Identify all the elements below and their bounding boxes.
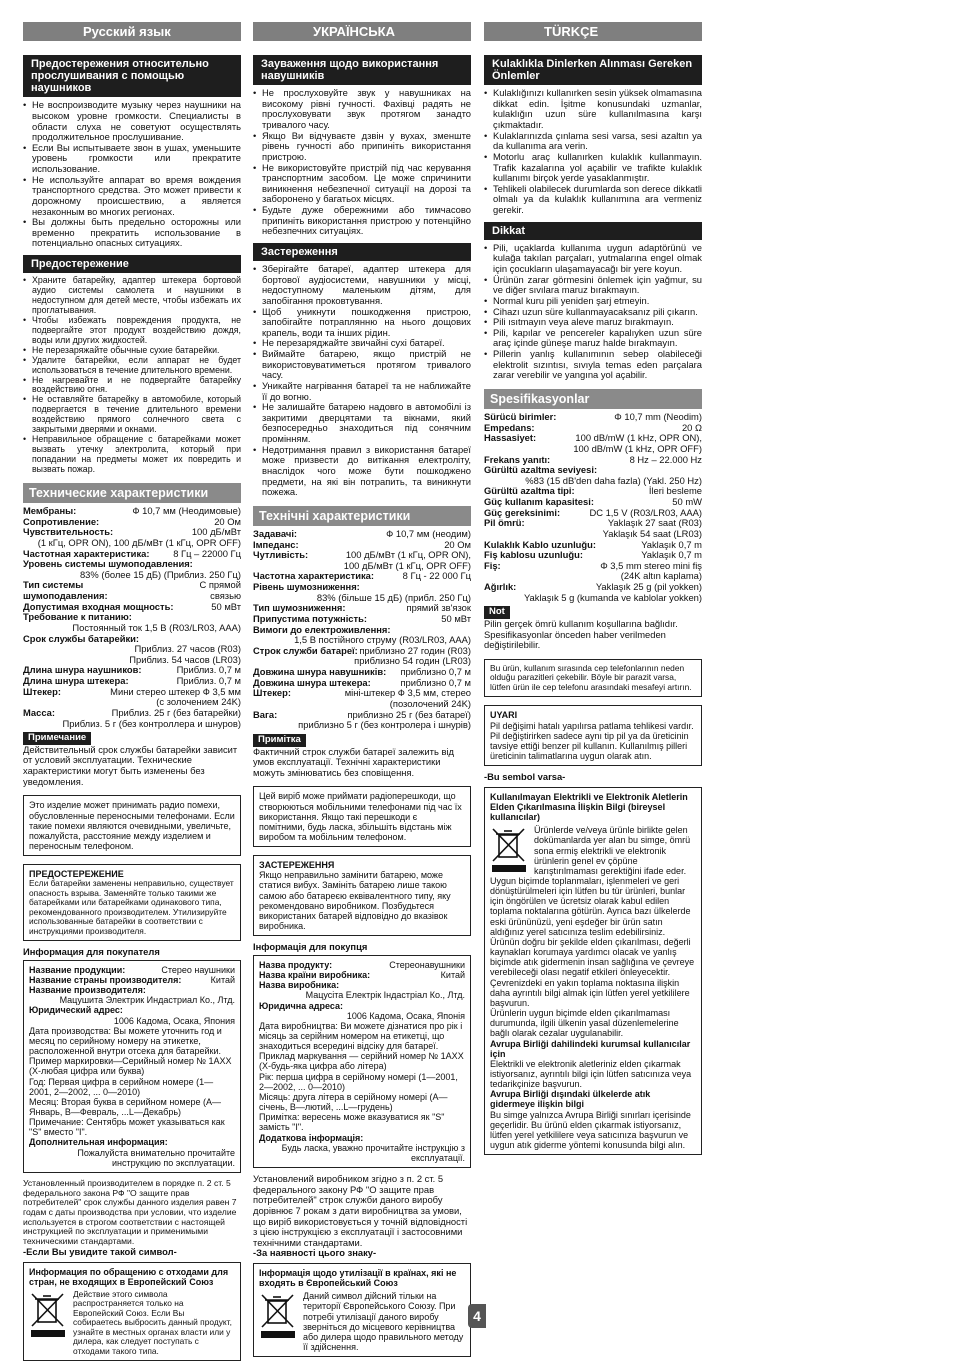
list-item: • Щоб уникнути пошкодження пристрою, запобігайте потраплянню на нього дощових крапель, води та інших рідин. <box>253 307 471 339</box>
spec-value: Китай <box>441 970 465 980</box>
spec-value: Приблиз. 25 г (без батарейки) <box>112 708 241 719</box>
list-item: • Kulaklarınızda çınlama sesi varsa, sesi azaltın ya da kullanıma ara verin. <box>484 131 702 152</box>
spec-value: Yaklaşık 54 saat (LR03) <box>603 529 702 540</box>
list-item: • Kulaklığınızı kullanırken sesin yüksek olmamasına dikkat edin. İşitme konusundaki uzmanlar, kulaklığın uzun süre kullanılmasına karşı çıkmaktadır. <box>484 88 702 131</box>
radio-interference-box <box>253 786 471 847</box>
spec-value: Yaklaşık 5 g (kumanda ve kablolar yokken) <box>524 593 702 604</box>
buyer-september: Примітка: вересень може вказуватися як "S" замість "I". <box>259 1112 465 1132</box>
crossed-bin-icon <box>490 825 528 876</box>
weee-row <box>490 825 696 876</box>
list-item: • Якщо Ви відчуваєте дзвін у вухах, зменште рівень гучності або припиніть використання пристрою. <box>253 131 471 163</box>
spec-row <box>29 995 235 1005</box>
spec-value: 100 dB/mW (1 kHz, OPR OFF) <box>573 444 702 455</box>
note-text: Pilin gerçek ömrü kullanım koşullarına bağlıdır. Spesifikasyonlar önceden haber verilmeden değiştirilebilir. <box>484 619 702 651</box>
list-item: • Храните батарейку, адаптер штекера бортовой аудио системы самолета и наушники в недоступном для детей месте, чтобы избежать их проглатывания. <box>23 276 241 316</box>
spec-label: Gürültü azaltma tipi: <box>484 486 575 497</box>
spec-row <box>253 720 471 731</box>
list-item: • Pili, uçaklarda kullanıma uygun adaptörünü ve kulağa takılan parçaları, yutmalarına engel olmak için çocukların ulaşamayacağı bir yere koyun. <box>484 243 702 275</box>
spec-value: (с золочением 24K) <box>156 697 241 708</box>
headphones-list <box>23 100 241 249</box>
weee-box <box>484 787 702 1155</box>
column-ukrainian <box>253 22 471 1357</box>
spec-value: міні-штекер Ф 3,5 мм, стерео <box>345 688 471 699</box>
caution-list <box>253 264 471 498</box>
spec-label: Назва країни виробника: <box>259 970 370 980</box>
list-item: • Tehlikeli olabilecek durumlarda son derece dikkatli olmalı ya da kulaklık kullanımına ara vermeniz gerekir. <box>484 184 702 216</box>
spec-value: Китай <box>211 975 235 985</box>
buyer-month: Месяц: Вторая буква в серийном номере (А—Январь, В—Февраль, ...L—Декабрь) <box>29 1097 235 1117</box>
buyer-additional-text: Пожалуйста внимательно прочитайте инструкцию по эксплуатации. <box>29 1148 235 1168</box>
caution-list <box>23 276 241 475</box>
spec-row <box>23 708 241 719</box>
list-item: • Чтобы избежать повреждения продукта, не подвергайте этот продукт воздействию дождя, воды или других жидкостей. <box>23 316 241 346</box>
spec-label: Припустима потужність: <box>253 614 367 625</box>
list-item: • Если Вы испытываете звон в ушах, уменьшите уровень громкости или прекратите использование. <box>23 143 241 175</box>
battery-warning-text: Если батарейки заменены неправильно, существует опасность взрыва. Заменяйте только такими же батарейками или батарейками одинакового типа, рекомендованного производителем. Утилизируйте использованные батарейки в соответствии с инструкциями производителя. <box>29 879 235 936</box>
note-text: Фактичний строк служби батареї залежить від умов експлуатації. Технічні характеристики можуть змінюватись без сповіщення. <box>253 747 471 779</box>
buyer-date: Дата производства: Вы можете уточнить год и месяц по серийному номеру на этикетке, расположенной внутри отсека для батарейки. <box>29 1026 235 1056</box>
note-text: Действительный срок службы батарейки зависит от условий эксплуатации. Технические характеристики могут быть изменены без уведомления. <box>23 745 241 788</box>
list-item: • Удалите батарейки, если аппарат не будет использоваться в течение длительного времени. <box>23 356 241 376</box>
non-eu-title: Avrupa Birliği dışındaki ülkelerde atık gidermeye ilişkin bilgi <box>490 1089 696 1109</box>
weee-text: Даний символ дійсний тільки на території Європейського Союзу. При потребі утилізації даного виробу зверніться до місцевого керівництва або дилера щодо правильного методу її здійснення. <box>303 1291 465 1352</box>
spec-value: приблизно 54 годин (LR03) <box>354 656 471 667</box>
spec-label: Güç gereksinimi: <box>484 508 560 519</box>
spec-value: 100 дБ/мВт (1 кГц, OPR OFF) <box>344 561 471 572</box>
spec-label: Длина шнура штекера: <box>23 676 129 687</box>
section-heading-caution: Предостережение <box>23 255 241 273</box>
section-heading-caution: Застереження <box>253 243 471 261</box>
spec-label: Fiş kablosu uzunluğu: <box>484 550 583 561</box>
spec-label: Чутливість: <box>253 550 308 561</box>
spec-value: приблизно 27 годин (R03) <box>359 646 471 657</box>
spec-label: Название производителя: <box>29 985 146 995</box>
spec-value: Приблиз. 54 часов (LR03) <box>129 655 241 666</box>
spec-row <box>29 985 235 995</box>
list-item: • Виймайте батарею, якщо пристрій не використовуватиметься протягом тривалого часу. <box>253 349 471 381</box>
spec-row <box>259 960 465 970</box>
section-heading-headphones: Зауваження щодо використання навушників <box>253 55 471 85</box>
spec-row <box>29 1005 235 1015</box>
list-item: • Cihazı uzun süre kullanmayacaksanız pili çıkarın. <box>484 307 702 318</box>
list-item: • Не залишайте батарею надовго в автомобілі із закритими дверцятами та вікнами, який безпосередньо знаходиться під сонячним промінням. <box>253 402 471 445</box>
battery-warning-box <box>253 855 471 936</box>
list-item: • Ürünün zarar görmesini önlemek için yağmur, su ve diğer sıvılara maruz bırakmayın. <box>484 275 702 296</box>
radio-interference-text: Bu ürün, kullanım sırasında cep telefonlarının neden olduğu parazitleri çekebilir. Böyle bir parazit varsa, lütfen ürün ile cep telefonu arasındaki mesafeyi artırın. <box>490 664 696 692</box>
spec-label: Ağırlık: <box>484 582 516 593</box>
spec-label: Empedans: <box>484 423 535 434</box>
spec-row <box>259 1011 465 1021</box>
spec-value: приблизно 0,7 м <box>400 667 471 678</box>
spec-value: 50 мВт <box>441 614 471 625</box>
weee-box <box>253 1263 471 1357</box>
weee-title: Информация по обращению с отходами для стран, не входящих в Европейский Союз <box>29 1267 235 1287</box>
section-heading-caution: Dikkat <box>484 222 702 240</box>
note-tag: Примечание <box>23 732 91 745</box>
spec-label: Gürültü azaltma seviyesi: <box>484 465 597 476</box>
spec-row <box>29 965 235 975</box>
list-item: • Normal kuru pili yeniden şarj etmeyin. <box>484 296 702 307</box>
spec-value: С прямой связью <box>167 580 241 601</box>
battery-warning-box <box>484 705 702 766</box>
buyer-date: Дата виробництва: Ви можете дізнатися про рік і місяць за серійним номером на етикетці, що знаходиться всередині відсіку для батареї. <box>259 1021 465 1051</box>
spec-value: Стерео наушники <box>161 965 235 975</box>
battery-warning-title: ПРЕДОСТЕРЕЖЕНИЕ <box>29 869 235 879</box>
list-item: • Неправильное обращение с батарейками может вызвать утечку электролита, который при попадании на предметы может их повредить и вызвать пожар. <box>23 435 241 475</box>
spec-label: Срок службы батарейки: <box>23 634 139 645</box>
spec-value: 1,5 В постійного струму (R03/LR03, AAA) <box>294 635 471 646</box>
spec-value: Ф 10,7 мм (неодим) <box>386 529 471 540</box>
radio-interference-text: Цей виріб може приймати радіоперешкоди, що створюються мобільними телефонами під час їх використання. Якщо такі перешкоди є помітними, будь ласка, збільшіть відстань між виробом та мобільним телефоном. <box>259 791 465 842</box>
crossed-bin-icon <box>259 1291 297 1352</box>
spec-value: Yaklaşık 25 g (pil yokken) <box>596 582 702 593</box>
language-banner: УКРАЇНСЬКА <box>253 22 471 41</box>
spec-label: Pil ömrü: <box>484 518 525 529</box>
specs-table <box>23 506 241 729</box>
service-life-text: Установлений виробником згідно з п. 2 ст. 5 федерального закону РФ "О защите прав потребителей" строк служби даного виробу дорівнює 7 рокам з дати виробництва за умови, що виріб використовується у точній відповідності з цією інструкцією з експлуатації і застосовними технічними стандартами. <box>253 1174 471 1248</box>
buyer-year: Рік: перша цифра в серійному номері (1—2001, 2—2002, ... 0—2010) <box>259 1072 465 1092</box>
list-item: • Не використовуйте пристрій під час керування транспортним засобом. Це може спричинити виникнення небезпечної ситуації на дорозі та заборонено у багатьох місцях. <box>253 163 471 206</box>
buyer-additional-title: Додаткова інформація: <box>259 1133 465 1143</box>
spec-label: Frekans yanıtı: <box>484 455 550 466</box>
spec-row <box>259 990 465 1000</box>
section-heading-headphones: Kulaklıkla Dinlerken Alınması Gereken Önlemler <box>484 55 702 85</box>
spec-value: (1 кГц, OPR ON), 100 дБ/мВт (1 кГц, OPR OFF) <box>38 538 241 549</box>
spec-label: Задавачі: <box>253 529 297 540</box>
spec-row <box>253 614 471 625</box>
buyer-info-table <box>259 960 465 1021</box>
buyer-month: Місяць: друга літера в серійному номері (А—січень, В—лютий, ...L—грудень) <box>259 1092 465 1112</box>
buyer-year: Год: Первая цифра в серийном номере (1—2001, 2—2002, ... 0—2010) <box>29 1077 235 1097</box>
spec-value: 8 Гц - 22 000 Гц <box>403 571 471 582</box>
battery-warning-text: Pil değişimi hatalı yapılırsa patlama tehlikesi vardır. Pil değiştirirken sadece aynı tip pil ya da üreticinin tavsiye ettiği benzer pil kullanın. Kullanılmış pilleri üreticinin talimatlarına uygun olarak atın. <box>490 721 696 762</box>
list-item: • Недотримання правил з використання батареї може призвести до витікання електроліту, внаслідок чого може бути пошкоджено предмети, на які він потрапить, та виникнути пожежа. <box>253 445 471 498</box>
buyer-info-box <box>23 960 241 1173</box>
list-item: • Pili ısıtmayın veya aleve maruz bırakmayın. <box>484 317 702 328</box>
battery-warning-title: ЗАСТЕРЕЖЕННЯ <box>259 860 465 870</box>
spec-value: Φ 3,5 mm stereo mini fiş <box>600 561 702 572</box>
spec-label: Длина шнура наушников: <box>23 665 142 676</box>
weee-row <box>259 1291 465 1352</box>
spec-value: 50 mW <box>672 497 702 508</box>
caution-list <box>484 243 702 381</box>
spec-label: Вимоги до електроживлення: <box>253 625 391 636</box>
spec-label: Допустимая входная мощность: <box>23 602 173 613</box>
spec-label: Частотная характеристика: <box>23 549 149 560</box>
spec-label: Частотна характеристика: <box>253 571 374 582</box>
spec-value: Приблиз. 0,7 м <box>177 665 241 676</box>
weee-title: Інформація щодо утилізації в країнах, які не входять в Європейський Союз <box>259 1268 465 1288</box>
spec-label: Чувствительность: <box>23 527 113 538</box>
section-heading-headphones: Предостережения относительно прослушивания с помощью наушников <box>23 55 241 97</box>
eu-business-title: Avrupa Birliği dahilindeki kurumsal kullanıcılar için <box>490 1039 696 1059</box>
spec-label: Штекер: <box>253 688 291 699</box>
crossed-bin-icon <box>29 1290 67 1356</box>
spec-row <box>23 623 241 634</box>
symbol-line: -Если Вы увидите такой символ- <box>23 1247 241 1258</box>
weee-paragraph-2: Ürünün doğru bir şekilde elden çıkarılması, değerli kaynakları korumaya yardımcı olacak ve yanlış biçimde atık gidermenin insan sağlığına ve çevreye verebileceği olası negatif etkileri önleyecektir. Çevrenizdeki en yakın toplama noktasına ilişkin daha ayrıntılı bilgi almak için lütfen yerel yetkililere başvurun. <box>490 937 696 1008</box>
radio-interference-box <box>23 795 241 856</box>
list-item: • Не перезаряжайте обычные сухие батарейки. <box>23 346 241 356</box>
spec-row <box>29 975 235 985</box>
spec-value: 100 дБ/мВт <box>192 527 241 538</box>
weee-paragraph-3: Ürünlerin uygun biçimde elden çıkarılmaması durumunda, ilgili ülkenin yasal düzenlemelerine bağlı olarak cezalar uygulanabilir. <box>490 1008 696 1038</box>
spec-value: Приблиз. 0,7 м <box>177 676 241 687</box>
spec-row <box>259 1001 465 1011</box>
spec-label: Тип системы шумоподавления: <box>23 580 167 601</box>
spec-label: Hassasiyet: <box>484 433 536 444</box>
spec-label: Вага: <box>253 710 277 721</box>
spec-value: прямий зв'язок <box>407 603 471 614</box>
specs-table <box>484 412 702 603</box>
weee-text: Действие этого символа распространяется только на Европейский Союз. Если Вы собираетесь выбросить данный продукт, узнайте в местных органах власти или у дилера, как следует поступать с отходами такого типа. <box>73 1290 235 1356</box>
spec-value: (24K altın kaplama) <box>621 571 702 582</box>
spec-row <box>253 529 471 540</box>
spec-label: Довжина шнура штекера: <box>253 678 371 689</box>
buyer-info-title: Информация для покупателя <box>23 947 241 958</box>
spec-value: Мацушита Электрик Индастриал Ко., Лтд. <box>60 995 235 1005</box>
spec-value: 100 дБ/мВт (1 кГц, OPR ON), <box>346 550 471 561</box>
spec-label: Название продукции: <box>29 965 125 975</box>
list-item: • Motorlu araç kullanırken kulaklık kullanmayın. Trafik kazalarına yol açabilir ve trafikte kulaklık kullanımı birçok yerde yasaklanmıştır. <box>484 152 702 184</box>
spec-value: Φ 10,7 mm (Neodim) <box>614 412 702 423</box>
list-item: • Не оставляйте батарейку в автомобиле, который подвергается в течение длительного времени воздействию прямого солнечного света с закрытыми дверями и окнами. <box>23 395 241 435</box>
spec-value: приблизно 0,7 м <box>400 678 471 689</box>
buyer-info-table <box>29 965 235 1026</box>
spec-label: Мембраны: <box>23 506 76 517</box>
spec-value: 50 мВт <box>211 602 241 613</box>
spec-row <box>484 593 702 604</box>
spec-value: Мацусіта Електрік Індастріал Ко., Лтд. <box>306 990 465 1000</box>
spec-label: Строк служби батареї: <box>253 646 358 657</box>
column-russian <box>23 22 241 1361</box>
spec-label: Назва виробника: <box>259 980 339 990</box>
spec-row <box>23 538 241 549</box>
list-item: • Будьте дуже обережними або тимчасово припиніть використання пристрою у потенційно небезпечних ситуаціях. <box>253 205 471 237</box>
list-item: • Зберігайте батареї, адаптер штекера для бортової аудіосистеми, навушники у місці, недоступному маленьким дітям, для запобігання проковтування. <box>253 264 471 307</box>
spec-value: 8 Гц – 22000 Гц <box>173 549 241 560</box>
spec-value: Приблиз. 5 г (без контроллера и шнуров) <box>63 719 241 730</box>
spec-value: приблизно 25 г (без батареї) <box>347 710 471 721</box>
buyer-additional-title: Дополнительная информация: <box>29 1137 235 1147</box>
spec-row <box>484 444 702 455</box>
spec-label: Sürücü birimler: <box>484 412 556 423</box>
spec-label: Юридический адрес: <box>29 1005 123 1015</box>
weee-row <box>29 1290 235 1356</box>
service-life-text: Установленный производителем в порядке п. 2 ст. 5 федерального закона РФ "О защите прав потребителей" срок службы данного изделия равен 7 годам с даты производства при условии, что изделие используется в строгом соответствии с настоящей инструкцией по эксплуатации и применимыми техническими стандартами. <box>23 1179 241 1247</box>
spec-row <box>259 980 465 990</box>
list-item: • Pillerin yanlış kullanımının sebep olabileceği elektrolit sızıntısı, sıvıyla temas eden parçalara zarar verebilir ve yangına yol açabilir. <box>484 349 702 381</box>
symbol-line: -Bu sembol varsa- <box>484 772 702 783</box>
radio-interference-box <box>484 659 702 697</box>
battery-warning-text: Якщо неправильно замінити батарею, може статися вибух. Замініть батарею лише такою самою або батареєю еквівалентного типу, яку рекомендовано виробником. Позбудьтеся використаних батарей відповідно до вказівок виробника. <box>259 870 465 931</box>
spec-value: İleri besleme <box>649 486 702 497</box>
spec-value: 1006 Кадома, Осака, Япония <box>114 1016 235 1026</box>
spec-label: Kulaklık Kablo uzunluğu: <box>484 540 596 551</box>
column-turkish <box>484 22 702 1155</box>
spec-value: %83 (15 dB'den daha fazla) (Yakl. 250 Hz) <box>525 476 702 487</box>
list-item: • Pili, kapılar ve pencereler kapalıyken uzun süre araç içinde güneşe maruz halde bırakmayın. <box>484 328 702 349</box>
spec-label: Güç kullanım kapasitesi: <box>484 497 594 508</box>
language-banner: TÜRKÇE <box>484 22 702 41</box>
spec-label: Уровень системы шумоподавления: <box>23 559 193 570</box>
buyer-example: Приклад маркування — серійний номер № 1AXX (X-будь-яка цифра або літера) <box>259 1051 465 1071</box>
headphones-list <box>253 88 471 237</box>
spec-value: 20 Ом <box>444 540 471 551</box>
spec-label: Імпеданс: <box>253 540 299 551</box>
spec-value: Ф 10,7 мм (Неодимовые) <box>132 506 241 517</box>
list-item: • Не перезаряджайте звичайні сухі батареї. <box>253 338 471 349</box>
spec-value: 20 Ом <box>214 517 241 528</box>
spec-row <box>29 1016 235 1026</box>
spec-row <box>484 529 702 540</box>
spec-value: DC 1,5 V (R03/LR03, AAA) <box>589 508 702 519</box>
radio-interference-text: Это изделие может принимать радио помехи, обусловленные переносными телефонами. Если такие помехи являются очевидными, увеличьте, пожалуйста, расстояние между изделием и переносным телефоном. <box>29 800 235 851</box>
eu-business-text: Elektrikli ve elektronik aletleriniz elden çıkarmak istiyorsanız, ayrıntılı bilgi için lütfen satıcınıza veya tedarikçinize başvurun. <box>490 1059 696 1089</box>
spec-value: 20 Ω <box>682 423 702 434</box>
language-banner: Русский язык <box>23 22 241 41</box>
buyer-example: Пример маркировки—Серийный номер № 1AXX (X-любая цифра или буква) <box>29 1056 235 1076</box>
spec-value: 83% (більше 15 дБ) (прибл. 250 Гц) <box>317 593 471 604</box>
buyer-info-box <box>253 955 471 1168</box>
battery-warning-title: UYARI <box>490 710 696 720</box>
specs-table <box>253 529 471 731</box>
page-number: 4 <box>468 1304 486 1328</box>
spec-label: Назва продукту: <box>259 960 332 970</box>
weee-title: Kullanılmayan Elektrikli ve Elektronik Aletlerin Elden Çıkarılmasına İlişkin Bilgi (bireysel kullanıcılar) <box>490 792 696 822</box>
list-item: • Вы должны быть предельно осторожны или временно прекратить использование в потенциально опасных ситуациях. <box>23 217 241 249</box>
weee-text: Ürünlerde ve/veya ürünle birlikte gelen dokümanlarda yer alan bu simge, ömrü sona ermiş elektrikli ve elektronik ürünlerin genel ev çöpüne karıştırılmaması gerektiğini ifade eder. <box>534 825 696 876</box>
spec-row <box>253 699 471 710</box>
spec-value: (позолочений 24K) <box>390 699 471 710</box>
spec-value: Мини стерео штекер Ф 3,5 мм <box>110 687 241 698</box>
spec-label: Требование к питанию: <box>23 612 132 623</box>
spec-label: Масса: <box>23 708 55 719</box>
section-heading-specs: Технічні характеристики <box>253 506 471 526</box>
spec-label: Юридична адреса: <box>259 1001 343 1011</box>
spec-label: Тип шумозниження: <box>253 603 345 614</box>
symbol-line: -За наявності цього знаку- <box>253 1248 471 1259</box>
weee-box <box>23 1262 241 1361</box>
spec-label: Fiş: <box>484 561 501 572</box>
list-item: • Не используйте аппарат во время вождения транспортного средства. Это может привести к дорожному происшествию, а является незаконным во многих регионах. <box>23 175 241 218</box>
spec-value: Yaklaşık 27 saat (R03) <box>608 518 702 529</box>
non-eu-text: Bu simge yalnızca Avrupa Birliği sınırları içerisinde geçerlidir. Bu ürünü elden çıkarmak istiyorsanız, lütfen yerel yetkililere veya satıcınıza başvurun ve uygun atık giderme yöntemi konusunda bilgi alın. <box>490 1110 696 1151</box>
spec-value: Yaklaşık 0,7 m <box>641 540 702 551</box>
spec-value: Приблиз. 27 часов (R03) <box>134 644 241 655</box>
buyer-additional-text: Будь ласка, уважно прочитайте інструкцію з експлуатації. <box>259 1143 465 1163</box>
spec-label: Довжина шнура навушників: <box>253 667 386 678</box>
list-item: • Уникайте нагрівання батареї та не наближайте її до вогню. <box>253 381 471 402</box>
spec-row <box>23 719 241 730</box>
spec-value: Yaklaşık 0,7 m <box>641 550 702 561</box>
buyer-info-title: Інформація для покупця <box>253 942 471 953</box>
headphones-list <box>484 88 702 216</box>
weee-paragraph-1: Uygun biçimde toplanmaları, işlenmeleri ve geri dönüştürülmeleri için lütfen bu tür ürünleri, bunlar için öngörülen ve ücretsiz olarak kabul edilen toplama noktalarına götürün. Ayrıca bazı ülkelerde eski ürününüzü, yeni eşdeğer bir ürün satın aldığınız yerel satıcınıza teslim edebilirsiniz. <box>490 876 696 937</box>
spec-label: Название страны производителя: <box>29 975 181 985</box>
spec-value: приблизно 5 г (без контролера і шнурів) <box>298 720 471 731</box>
list-item: • Не нагревайте и не подвергайте батарейку воздействию огня. <box>23 376 241 396</box>
spec-label: Рівень шумозниження: <box>253 582 360 593</box>
note-tag: Not <box>484 606 510 619</box>
spec-label: Штекер: <box>23 687 61 698</box>
spec-value: Стереонавушники <box>389 960 465 970</box>
spec-value: 8 Hz – 22.000 Hz <box>630 455 702 466</box>
buyer-september: Примечание: Сентябрь может указываться как "S" вместо "I". <box>29 1117 235 1137</box>
note-tag: Примітка <box>253 734 306 747</box>
spec-value: 1006 Кадома, Осака, Японія <box>347 1011 465 1021</box>
battery-warning-box <box>23 864 241 941</box>
section-heading-specs: Spesifikasyonlar <box>484 389 702 409</box>
list-item: • Не воспроизводите музыку через наушники на высоком уровне громкости. Специалисты в области слуха не советуют осуществлять продолжительное прослушивание. <box>23 100 241 143</box>
spec-value: 100 dB/mW (1 kHz, OPR ON), <box>575 433 702 444</box>
spec-row <box>23 580 241 601</box>
list-item: • Не прослуховуйте звук у навушниках на високому рівні гучності. Фахівці радять не прослуховувати звук протягом занадто тривалого часу. <box>253 88 471 131</box>
spec-value: Постоянный ток 1,5 В (R03/LR03, AAA) <box>72 623 241 634</box>
spec-row <box>259 970 465 980</box>
section-heading-specs: Технические характеристики <box>23 483 241 503</box>
spec-label: Сопротивление: <box>23 517 99 528</box>
spec-value: 83% (более 15 дБ) (Приблиз. 250 Гц) <box>80 570 241 581</box>
